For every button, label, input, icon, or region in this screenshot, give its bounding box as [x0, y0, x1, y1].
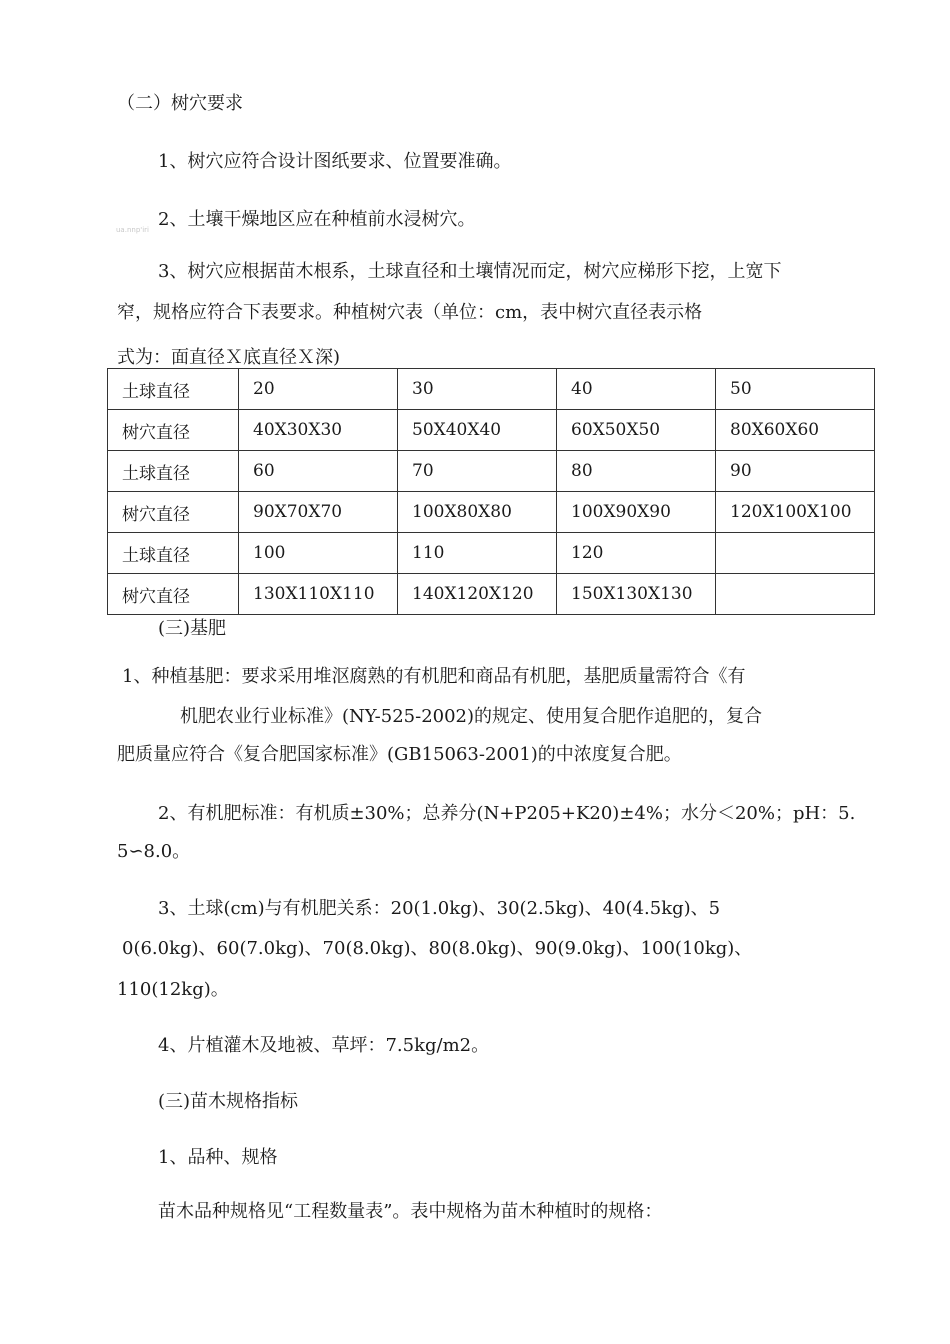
paragraph-pit-item-1: 1、树穴应符合设计图纸要求、位置要准确。	[158, 151, 512, 172]
table-cell: 60	[239, 451, 398, 492]
paragraph-fert-item-2-line-1: 2、有机肥标准：有机质±30%；总养分(N+P205+K20)±4%；水分＜20%；pH：5.	[158, 803, 856, 824]
row-header-cell: 土球直径	[108, 533, 239, 574]
paragraph-fert-item-3-line-3: 110(12kg)。	[117, 979, 229, 1000]
table-cell: 120	[557, 533, 716, 574]
table-row	[108, 451, 875, 492]
table-cell: 140X120X120	[398, 574, 557, 615]
row-header-cell: 土球直径	[108, 369, 239, 410]
table-cell: 50	[716, 369, 875, 410]
section-title-seedlings: (三)苗木规格指标	[158, 1091, 299, 1112]
table-cell: 30	[398, 369, 557, 410]
table-cell: 50X40X40	[398, 410, 557, 451]
table-cell: 90X70X70	[239, 492, 398, 533]
faint-watermark-text: ua.nnp'iri	[116, 226, 149, 234]
paragraph-fert-item-3-line-2: 0(6.0kg)、60(7.0kg)、70(8.0kg)、80(8.0kg)、90(9.0kg)、100(10kg)、	[122, 938, 753, 959]
table-cell: 40X30X30	[239, 410, 398, 451]
paragraph-seedling-text: 苗木品种规格见“工程数量表”。表中规格为苗木种植时的规格：	[158, 1201, 663, 1222]
table-cell: 70	[398, 451, 557, 492]
paragraph-pit-item-3-line-1: 3、树穴应根据苗木根系，土球直径和土壤情况而定，树穴应梯形下挖，上宽下	[158, 261, 782, 282]
paragraph-fert-item-1-line-3: 肥质量应符合《复合肥国家标准》(GB15063-2001)的中浓度复合肥。	[117, 744, 682, 765]
table-cell: 90	[716, 451, 875, 492]
table-row	[108, 369, 875, 410]
table-cell: 100X90X90	[557, 492, 716, 533]
table-cell: 100X80X80	[398, 492, 557, 533]
paragraph-fert-item-1-line-2: 机肥农业行业标准》(NY-525-2002)的规定、使用复合肥作追肥的，复合	[180, 706, 763, 727]
table-cell: 40	[557, 369, 716, 410]
table-cell: 100	[239, 533, 398, 574]
table-cell: 20	[239, 369, 398, 410]
section-title-fertilizer: (三)基肥	[158, 618, 227, 639]
row-header-cell: 树穴直径	[108, 574, 239, 615]
table-cell: 80	[557, 451, 716, 492]
table-cell	[716, 533, 875, 574]
table-row	[108, 410, 875, 451]
row-header-cell: 树穴直径	[108, 410, 239, 451]
table-row	[108, 492, 875, 533]
planting-pit-table-body	[108, 369, 875, 615]
paragraph-seedling-item-1: 1、品种、规格	[158, 1147, 278, 1168]
table-cell: 60X50X50	[557, 410, 716, 451]
planting-pit-table	[107, 368, 875, 615]
row-header-cell: 树穴直径	[108, 492, 239, 533]
paragraph-pit-item-2: 2、土壤干燥地区应在种植前水浸树穴。	[158, 209, 476, 230]
row-header-cell: 土球直径	[108, 451, 239, 492]
table-cell: 80X60X60	[716, 410, 875, 451]
paragraph-pit-item-3-line-2: 窄，规格应符合下表要求。种植树穴表（单位：cm，表中树穴直径表示格	[117, 302, 703, 323]
paragraph-pit-item-3-line-3: 式为：面直径Ｘ底直径Ｘ深)	[117, 347, 341, 368]
paragraph-fert-item-1-line-1: 1、种植基肥：要求采用堆沤腐熟的有机肥和商品有机肥，基肥质量需符合《有	[122, 666, 746, 687]
table-cell: 150X130X130	[557, 574, 716, 615]
table-row	[108, 574, 875, 615]
table-cell: 110	[398, 533, 557, 574]
section-title-pits: （二）树穴要求	[117, 93, 243, 114]
table-row	[108, 533, 875, 574]
table-cell	[716, 574, 875, 615]
paragraph-fert-item-3-line-1: 3、土球(cm)与有机肥关系：20(1.0kg)、30(2.5kg)、40(4.5kg)、5	[158, 898, 721, 919]
paragraph-fert-item-4: 4、片植灌木及地被、草坪：7.5kg/m2。	[158, 1035, 490, 1056]
table-cell: 120X100X100	[716, 492, 875, 533]
table-cell: 130X110X110	[239, 574, 398, 615]
paragraph-fert-item-2-line-2: 5∽8.0。	[117, 841, 191, 862]
